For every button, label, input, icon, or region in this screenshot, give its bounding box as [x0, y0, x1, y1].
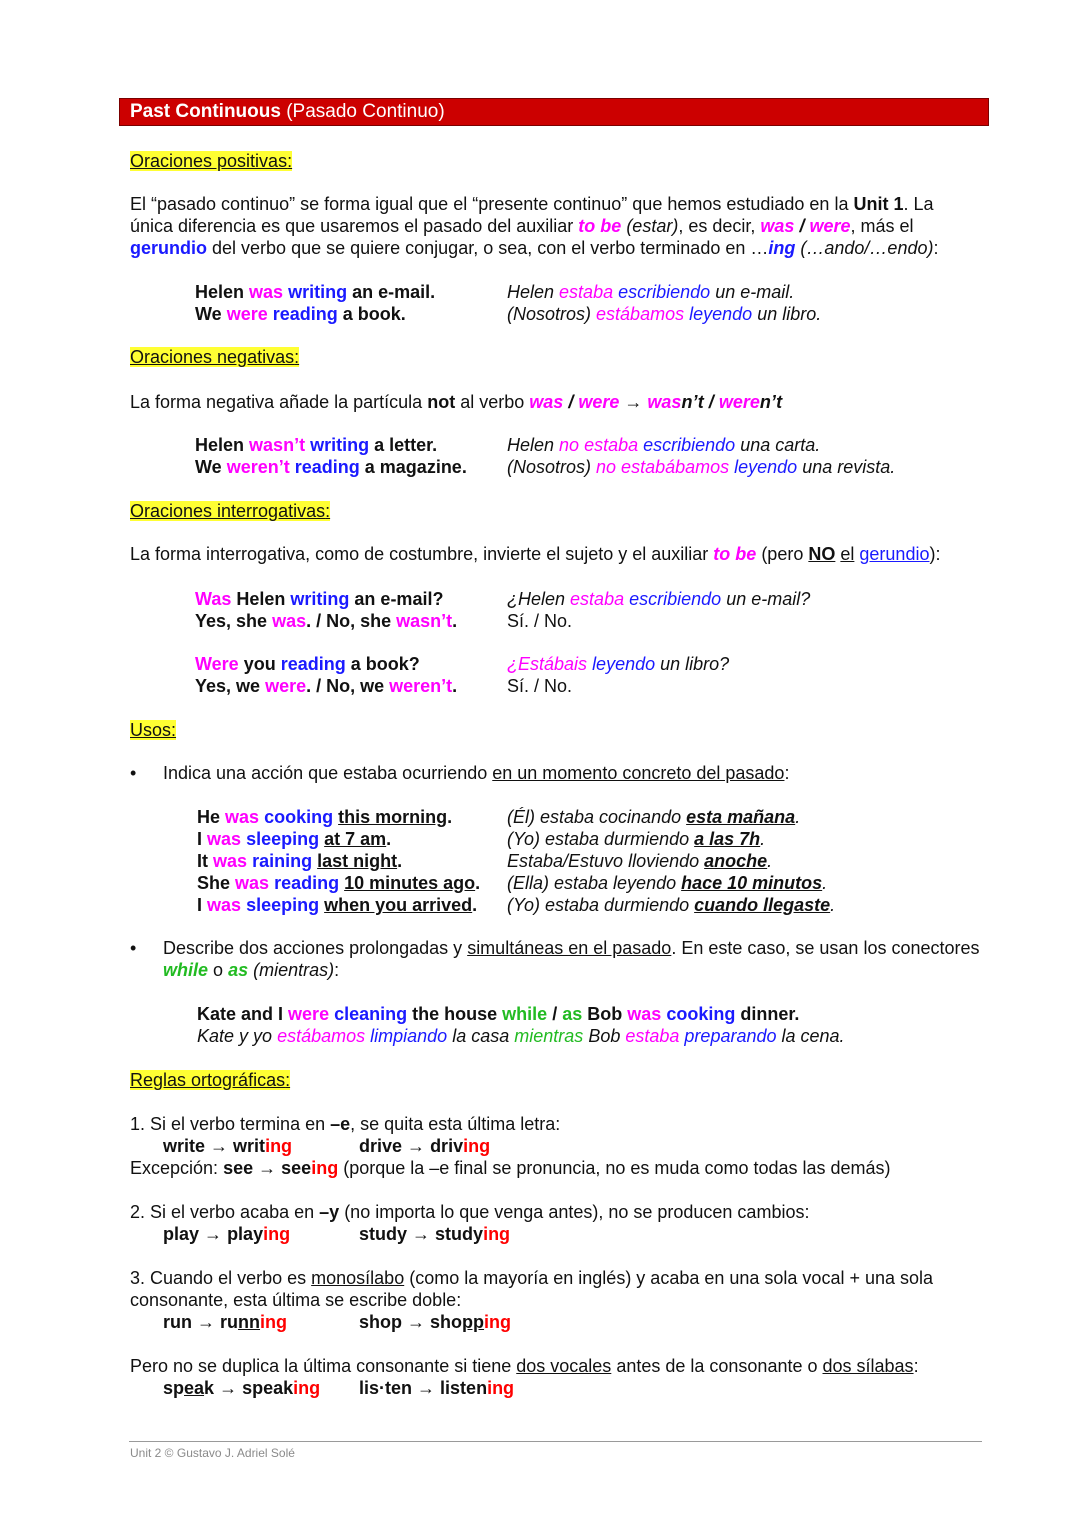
usos-example-en: I was sleeping when you arrived.: [197, 895, 478, 915]
negativas-paragraph: La forma negativa añade la partícula not al verbo was / were → wasn’t / weren’t: [130, 392, 783, 412]
interrogativas-paragraph: La forma interrogativa, como de costumbre, invierte el sujeto y el auxiliar to be (pero NO el gerundio):: [130, 544, 941, 564]
usos-simultaneous-en: Kate and I were cleaning the house while / as Bob was cooking dinner.: [197, 1004, 800, 1024]
positivas-paragraph-line3: gerundio del verbo que se quiere conjugar, o sea, con el verbo terminado en …ing (…ando/…endo):: [130, 238, 939, 258]
positivas-example-es-2: (Nosotros) estábamos leyendo un libro.: [507, 304, 822, 324]
regla-2-example-2: study → studying: [359, 1224, 511, 1244]
bullet-icon: •: [130, 763, 137, 783]
regla-4: Pero no se duplica la última consonante si tiene dos vocales antes de la consonante o dos sílabas:: [130, 1356, 919, 1376]
regla-1-example-2: drive → driving: [359, 1136, 491, 1156]
usos-example-es: (Yo) estaba durmiendo a las 7h.: [507, 829, 766, 849]
regla-1-exception: Excepción: see → seeing (porque la –e final se pronuncia, no es muda como todas las demás): [130, 1158, 891, 1178]
usos-example-en: It was raining last night.: [197, 851, 403, 871]
page-title: Past Continuous (Pasado Continuo): [130, 101, 445, 122]
usos-bullet-2-line1: Describe dos acciones prolongadas y simultáneas en el pasado. En este caso, se usan los conectores: [163, 938, 980, 958]
heading-positivas: Oraciones positivas:: [130, 151, 293, 171]
interrogativas-answer-en-1: Yes, she was. / No, she wasn’t.: [195, 611, 458, 631]
regla-2-example-1: play → playing: [163, 1224, 291, 1244]
usos-bullet-1: Indica una acción que estaba ocurriendo en un momento concreto del pasado:: [163, 763, 790, 783]
negativas-example-es-1: Helen no estaba escribiendo una carta.: [507, 435, 821, 455]
negativas-example-es-2: (Nosotros) no estabábamos leyendo una revista.: [507, 457, 896, 477]
regla-4-example-2: lis·ten → listening: [359, 1378, 515, 1398]
usos-example-es: Estaba/Estuvo lloviendo anoche.: [507, 851, 773, 871]
regla-1: 1. Si el verbo termina en –e, se quita esta última letra:: [130, 1114, 561, 1134]
regla-3-line2: consonante, esta última se escribe doble:: [130, 1290, 462, 1310]
heading-reglas: Reglas ortográficas:: [130, 1070, 291, 1090]
usos-example-es: (Ella) estaba leyendo hace 10 minutos.: [507, 873, 828, 893]
interrogativas-question-es-2: ¿Estábais leyendo un libro?: [507, 654, 730, 674]
bullet-icon: •: [130, 938, 137, 958]
heading-negativas: Oraciones negativas:: [130, 347, 300, 367]
positivas-example-en-1: Helen was writing an e-mail.: [195, 282, 436, 302]
usos-simultaneous-es: Kate y yo estábamos limpiando la casa mientras Bob estaba preparando la cena.: [197, 1026, 845, 1046]
negativas-example-en-2: We weren’t reading a magazine.: [195, 457, 467, 477]
usos-example-en: I was sleeping at 7 am.: [197, 829, 392, 849]
positivas-paragraph-line2: única diferencia es que usaremos el pasado del auxiliar to be (estar), es decir, was / were, más el: [130, 216, 914, 236]
interrogativas-answer-en-2: Yes, we were. / No, we weren’t.: [195, 676, 458, 696]
interrogativas-answer-es-1: Sí. / No.: [507, 611, 573, 631]
usos-example-en: He was cooking this morning.: [197, 807, 453, 827]
interrogativas-question-en-2: Were you reading a book?: [195, 654, 420, 674]
positivas-example-en-2: We were reading a book.: [195, 304, 406, 324]
footer-divider: [129, 1441, 982, 1442]
heading-interrogativas: Oraciones interrogativas:: [130, 501, 331, 521]
title-bar: [119, 98, 989, 126]
regla-3-example-1: run → running: [163, 1312, 288, 1332]
usos-example-es: (Él) estaba cocinando esta mañana.: [507, 807, 801, 827]
negativas-example-en-1: Helen wasn’t writing a letter.: [195, 435, 438, 455]
usos-example-en: She was reading 10 minutes ago.: [197, 873, 481, 893]
interrogativas-answer-es-2: Sí. / No.: [507, 676, 573, 696]
usos-example-es: (Yo) estaba durmiendo cuando llegaste.: [507, 895, 836, 915]
interrogativas-question-en-1: Was Helen writing an e-mail?: [195, 589, 444, 609]
footer-text: Unit 2 © Gustavo J. Adriel Solé: [130, 1446, 295, 1460]
positivas-paragraph-line1: El “pasado continuo” se forma igual que el “presente continuo” que hemos estudiado en la Unit 1. La: [130, 194, 934, 214]
positivas-example-es-1: Helen estaba escribiendo un e-mail.: [507, 282, 795, 302]
regla-3-line1: 3. Cuando el verbo es monosílabo (como la mayoría en inglés) y acaba en una sola vocal + una sola: [130, 1268, 934, 1288]
regla-2: 2. Si el verbo acaba en –y (no importa lo que venga antes), no se producen cambios:: [130, 1202, 810, 1222]
interrogativas-question-es-1: ¿Helen estaba escribiendo un e-mail?: [507, 589, 811, 609]
regla-3-example-2: shop → shopping: [359, 1312, 512, 1332]
heading-usos: Usos:: [130, 720, 177, 740]
regla-4-example-1: speak → speaking: [163, 1378, 321, 1398]
usos-bullet-2-line2: while o as (mientras):: [163, 960, 340, 980]
regla-1-example-1: write → writing: [163, 1136, 293, 1156]
